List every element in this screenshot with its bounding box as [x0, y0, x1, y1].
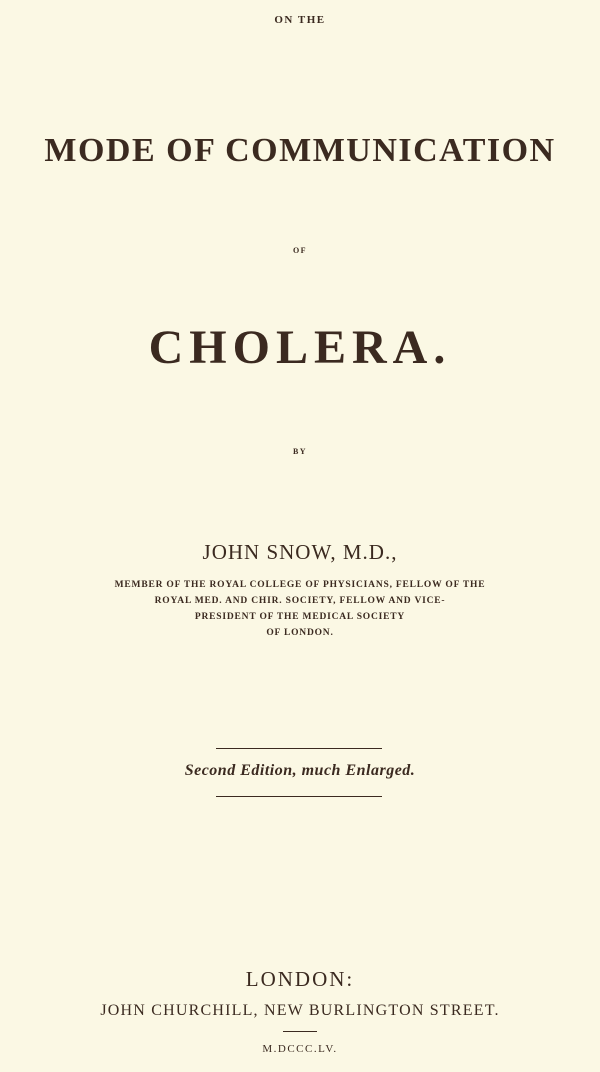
credentials-line-4: OF LONDON.: [266, 628, 334, 638]
title-line-1: MODE OF COMMUNICATION: [44, 132, 556, 169]
edition-rule-bottom: [216, 796, 382, 797]
author-name: JOHN SNOW, M.D.,: [202, 540, 398, 564]
city-text: LONDON:: [245, 967, 355, 991]
credentials-line-3: PRESIDENT OF THE MEDICAL SOCIETY: [194, 612, 406, 622]
of-text: OF: [292, 246, 308, 255]
publisher-text: JOHN CHURCHILL, NEW BURLINGTON STREET.: [100, 1002, 500, 1019]
date-text: M.DCCC.LV.: [262, 1043, 338, 1055]
edition-rule-top: [216, 748, 382, 749]
by-text: BY: [292, 447, 308, 456]
edition-text: Second Edition, much Enlarged.: [184, 762, 416, 779]
on-the-text: ON THE: [274, 14, 326, 26]
date-rule: [283, 1031, 317, 1032]
credentials-line-1: MEMBER OF THE ROYAL COLLEGE OF PHYSICIANS, FELLOW OF THE: [114, 580, 486, 590]
credentials-line-2: ROYAL MED. AND CHIR. SOCIETY, FELLOW AND VICE-: [154, 596, 446, 606]
title-line-2: CHOLERA.: [148, 321, 452, 374]
